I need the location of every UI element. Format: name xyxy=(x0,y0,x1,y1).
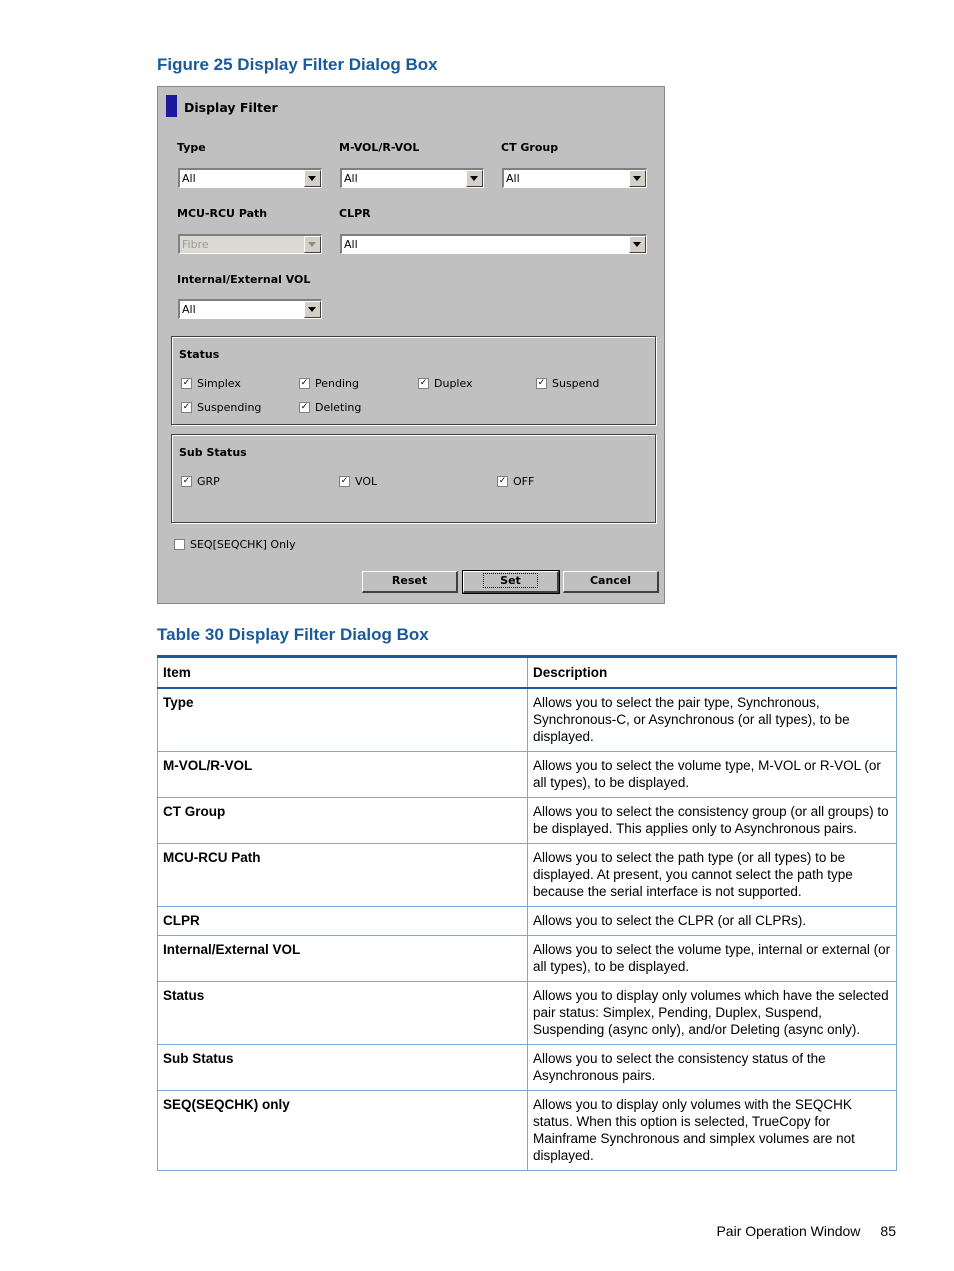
title-marker xyxy=(166,95,177,117)
type-select[interactable] xyxy=(178,168,322,188)
simplex-checkbox[interactable]: ✓ Simplex xyxy=(181,377,241,390)
pending-checkbox[interactable]: ✓ Pending xyxy=(299,377,359,390)
chevron-down-icon[interactable] xyxy=(304,170,321,187)
mcu-value: Fibre xyxy=(182,238,209,251)
mcu-select xyxy=(178,234,322,254)
clpr-select[interactable] xyxy=(340,234,647,254)
figure-caption: Figure 25 Display Filter Dialog Box xyxy=(157,55,438,74)
substatus-group xyxy=(171,434,656,523)
table-row: SEQ(SEQCHK) only Allows you to display only volumes with the SEQCHK status. When this option is selected, TrueCopy for Mainframe Synchronous and simplex volumes are not displayed. xyxy=(158,1091,897,1171)
mvol-select[interactable] xyxy=(340,168,484,188)
clpr-value: All xyxy=(344,238,358,251)
checkbox-icon[interactable] xyxy=(299,402,310,413)
grp-checkbox[interactable]: ✓ GRP xyxy=(181,475,220,488)
table-row: CLPR Allows you to select the CLPR (or all CLPRs). xyxy=(158,907,897,936)
seq-checkbox[interactable]: SEQ[SEQCHK] Only xyxy=(174,538,296,551)
chevron-down-icon xyxy=(304,236,321,253)
dialog-title: Display Filter xyxy=(184,100,278,115)
chevron-down-icon[interactable] xyxy=(629,236,646,253)
type-value: All xyxy=(182,172,196,185)
checkbox-icon[interactable] xyxy=(536,378,547,389)
table-row: CT Group Allows you to select the consistency group (or all groups) to be displayed. This applies only to Asynchronous pairs. xyxy=(158,798,897,844)
display-filter-dialog xyxy=(157,86,665,604)
checkbox-icon[interactable] xyxy=(299,378,310,389)
chevron-down-icon[interactable] xyxy=(304,301,321,318)
checkbox-icon[interactable] xyxy=(181,476,192,487)
page-footer xyxy=(716,1223,896,1239)
table-caption: Table 30 Display Filter Dialog Box xyxy=(157,625,429,644)
intext-label: Internal/External VOL xyxy=(177,273,311,286)
checkbox-icon[interactable] xyxy=(181,378,192,389)
ctgroup-value: All xyxy=(506,172,520,185)
off-checkbox[interactable]: ✓ OFF xyxy=(497,475,534,488)
table-row: Sub Status Allows you to select the consistency status of the Asynchronous pairs. xyxy=(158,1045,897,1091)
checkbox-icon[interactable] xyxy=(339,476,350,487)
table-header-row xyxy=(158,657,897,689)
suspend-checkbox[interactable]: ✓ Suspend xyxy=(536,377,599,390)
checkbox-icon[interactable] xyxy=(174,539,185,550)
intext-value: All xyxy=(182,303,196,316)
mcu-label: MCU-RCU Path xyxy=(177,207,268,220)
status-group-title: Status xyxy=(179,348,220,361)
cancel-button[interactable]: Cancel xyxy=(563,571,659,593)
chevron-down-icon[interactable] xyxy=(629,170,646,187)
status-group xyxy=(171,336,656,425)
mvol-label: M-VOL/R-VOL xyxy=(339,141,420,154)
deleting-checkbox[interactable]: ✓ Deleting xyxy=(299,401,361,414)
mvol-value: All xyxy=(344,172,358,185)
substatus-group-title: Sub Status xyxy=(179,446,247,459)
table-row: M-VOL/R-VOL Allows you to select the volume type, M-VOL or R-VOL (or all types), to be displayed. xyxy=(158,752,897,798)
type-label: Type xyxy=(177,141,206,154)
suspending-checkbox[interactable]: ✓ Suspending xyxy=(181,401,261,414)
clpr-label: CLPR xyxy=(339,207,371,220)
page-number: 85 xyxy=(880,1223,896,1239)
header-item: Item xyxy=(158,657,528,689)
table-row: Status Allows you to display only volumes which have the selected pair status: Simplex, Pending, Duplex, Suspend, Suspending (async only), and/or Deleting (async only). xyxy=(158,982,897,1045)
description-table xyxy=(157,655,897,1171)
duplex-checkbox[interactable]: ✓ Duplex xyxy=(418,377,473,390)
checkbox-icon[interactable] xyxy=(497,476,508,487)
checkbox-icon[interactable] xyxy=(418,378,429,389)
set-button[interactable]: Set xyxy=(463,571,559,593)
ctgroup-select[interactable] xyxy=(502,168,647,188)
table-row: Type Allows you to select the pair type, Synchronous, Synchronous-C, or Asynchronous (or all types), to be displayed. xyxy=(158,688,897,752)
table-row: Internal/External VOL Allows you to select the volume type, internal or external (or all types), to be displayed. xyxy=(158,936,897,982)
reset-button[interactable]: Reset xyxy=(362,571,458,593)
table-row: MCU-RCU Path Allows you to select the path type (or all types) to be displayed. At present, you cannot select the path type because the serial interface is not supported. xyxy=(158,844,897,907)
checkbox-icon[interactable] xyxy=(181,402,192,413)
header-description: Description xyxy=(528,657,897,689)
vol-checkbox[interactable]: ✓ VOL xyxy=(339,475,377,488)
intext-select[interactable] xyxy=(178,299,322,319)
ctgroup-label: CT Group xyxy=(501,141,559,154)
footer-section: Pair Operation Window xyxy=(716,1223,861,1239)
chevron-down-icon[interactable] xyxy=(466,170,483,187)
